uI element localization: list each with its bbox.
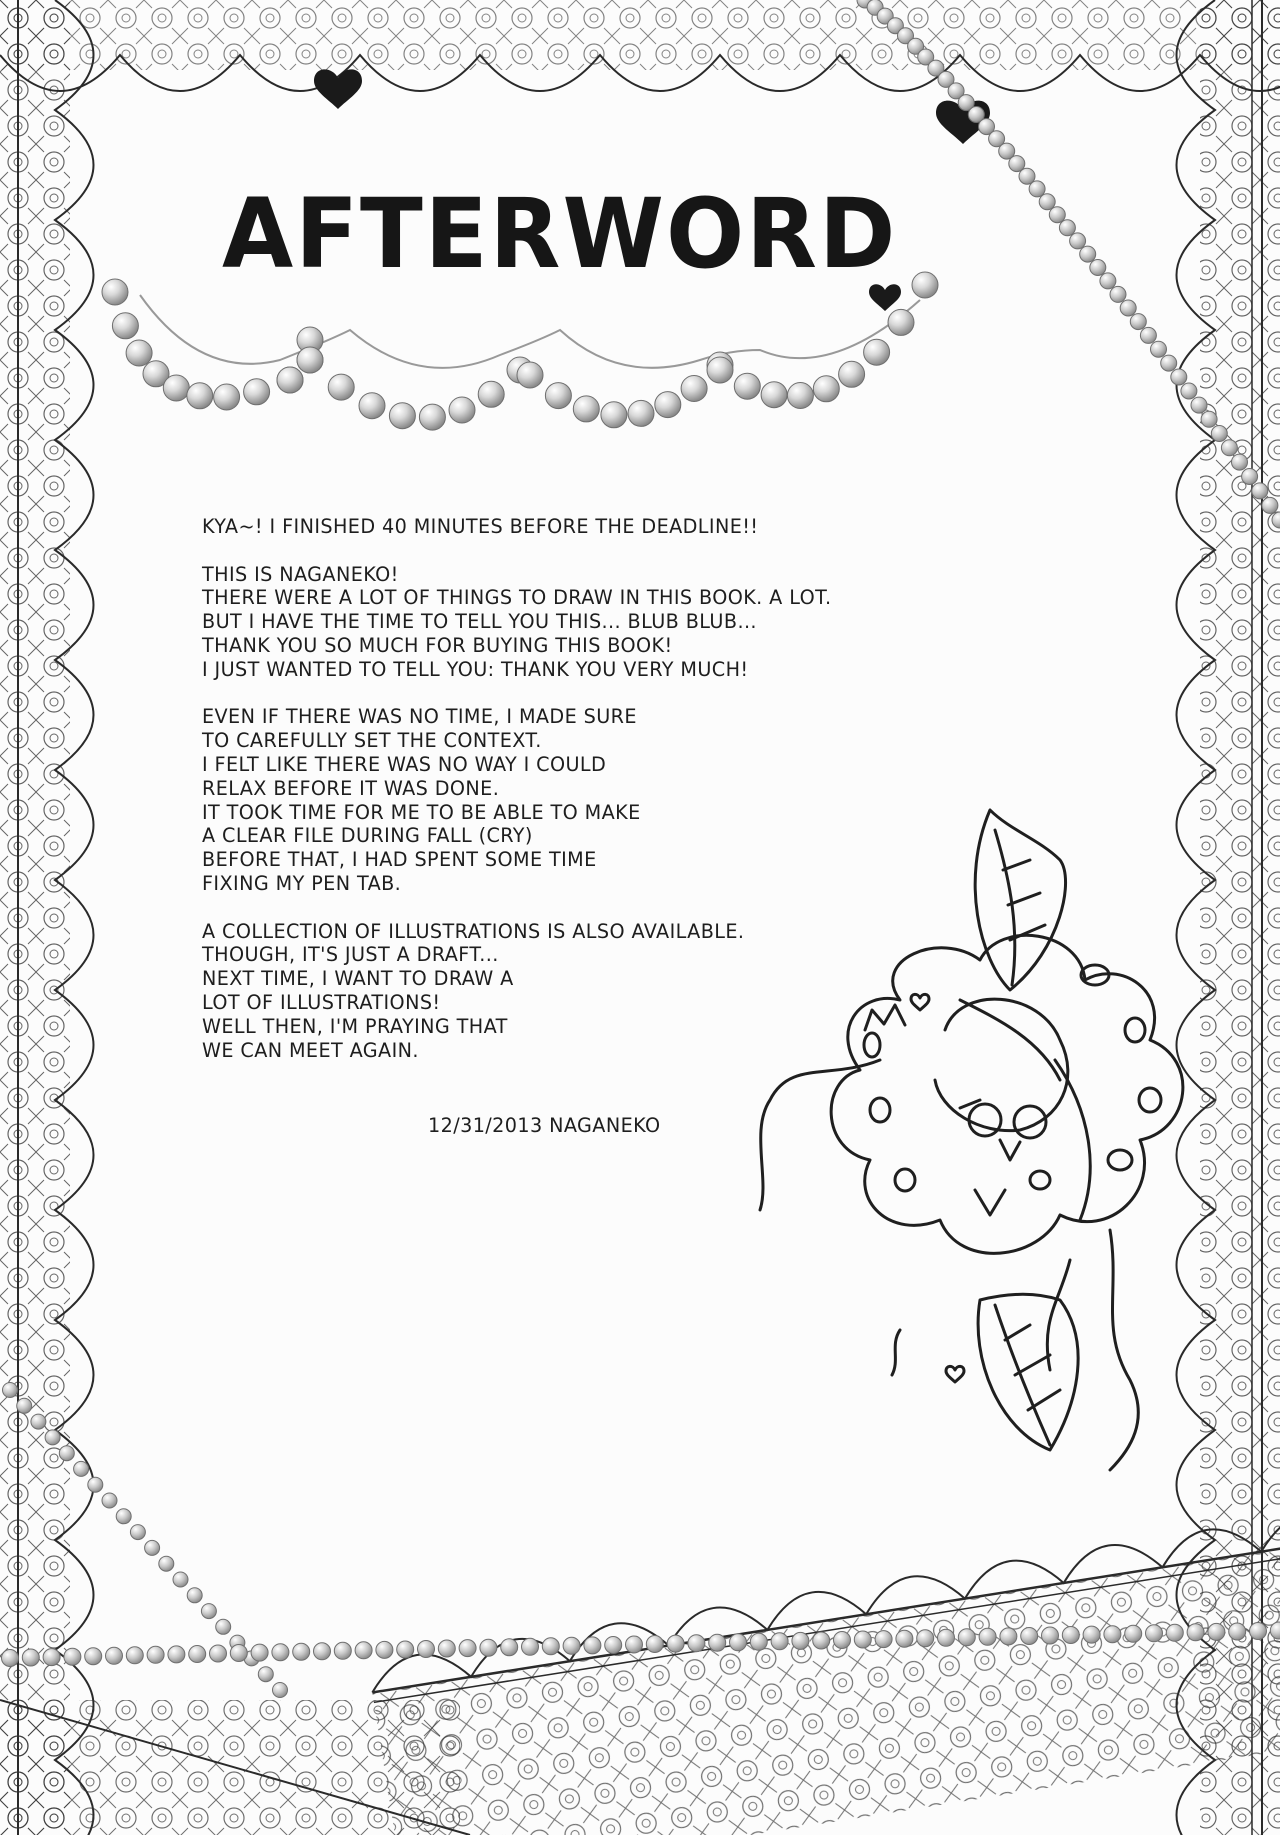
pearl [1110, 286, 1126, 302]
pearl [646, 1636, 663, 1653]
pearl [734, 373, 760, 399]
pearl [912, 272, 938, 298]
pearl [116, 1509, 131, 1524]
pearl [1070, 233, 1086, 249]
pearl [730, 1634, 747, 1651]
pearl [173, 1572, 188, 1587]
pearl [1104, 1626, 1121, 1643]
pearl [771, 1633, 788, 1650]
pearl [418, 1641, 435, 1658]
pearl [1252, 483, 1268, 499]
pearl [480, 1639, 497, 1656]
pearl [1083, 1626, 1100, 1643]
pearl [864, 339, 890, 365]
pearl [1090, 260, 1106, 276]
pearl [355, 1642, 372, 1659]
pearl [1029, 181, 1045, 197]
text-line: WELL THEN, I'M PRAYING THAT [202, 1014, 508, 1038]
paragraph [202, 515, 922, 539]
pearl [210, 1645, 227, 1662]
pearl [875, 1631, 892, 1648]
pearl [244, 379, 270, 405]
pearl [522, 1638, 539, 1655]
pearl [1181, 383, 1197, 399]
afterword-body [202, 515, 922, 1086]
pearl [251, 1644, 268, 1661]
pearl [1059, 220, 1075, 236]
thin-chain [140, 295, 920, 368]
pearl [750, 1633, 767, 1650]
pearl [1221, 440, 1237, 456]
text-line: BUT I HAVE THE TIME TO TELL YOU THIS... BLUB BLUB... [202, 610, 757, 634]
text-line: RELAX BEFORE IT WAS DONE. [202, 776, 500, 800]
pearl [1120, 300, 1136, 316]
pearl [438, 1640, 455, 1657]
pearl [1191, 397, 1207, 413]
pearl [1039, 194, 1055, 210]
pearl [792, 1632, 809, 1649]
pearl [45, 1430, 60, 1445]
pearl [813, 376, 839, 402]
pearl [273, 1683, 288, 1698]
text-line: FIXING MY PEN TAB. [202, 871, 402, 895]
pearl [787, 383, 813, 409]
pearl [1201, 411, 1217, 427]
pearl [1242, 469, 1258, 485]
pearl [112, 313, 138, 339]
pearl [59, 1446, 74, 1461]
pearl [130, 1525, 145, 1540]
pearl [601, 402, 627, 428]
pearl [834, 1632, 851, 1649]
pearl [126, 340, 152, 366]
pearl [707, 357, 733, 383]
pearl [459, 1640, 476, 1657]
pearl [888, 309, 914, 335]
pearl [419, 404, 445, 430]
text-line: I FELT LIKE THERE WAS NO WAY I COULD [202, 752, 607, 776]
pearl [102, 1493, 117, 1508]
pearl [517, 362, 543, 388]
signature-date: 12/31/2013 NAGANEKO [428, 1114, 661, 1137]
pearl [159, 1556, 174, 1571]
pearl [545, 383, 571, 409]
pearl [297, 347, 323, 373]
pearl [896, 1630, 913, 1647]
pearl [201, 1604, 216, 1619]
pearl [43, 1649, 60, 1666]
pearl [328, 374, 354, 400]
pearl [1140, 327, 1156, 343]
pearl [542, 1638, 559, 1655]
pearl [605, 1637, 622, 1654]
text-line: TO CAREFULLY SET THE CONTEXT. [202, 729, 542, 753]
pearl [938, 1629, 955, 1646]
pearl [563, 1637, 580, 1654]
text-line: THERE WERE A LOT OF THINGS TO DRAW IN THIS BOOK. A LOT. [202, 586, 832, 610]
pearl [1042, 1627, 1059, 1644]
pearl [258, 1667, 273, 1682]
pearl [667, 1635, 684, 1652]
text-line: EVEN IF THERE WAS NO TIME, I MADE SURE [202, 705, 637, 729]
heart-icon [314, 69, 362, 109]
pearl [334, 1642, 351, 1659]
pearl [501, 1639, 518, 1656]
pearl [272, 1644, 289, 1661]
paragraph [202, 563, 922, 682]
pearl [189, 1646, 206, 1663]
pearl [1211, 426, 1227, 442]
pearl [1049, 207, 1065, 223]
pearl [64, 1648, 81, 1665]
text-line: THANK YOU SO MUCH FOR BUYING THIS BOOK! [202, 633, 673, 657]
pearl [31, 1414, 46, 1429]
pearl [85, 1648, 102, 1665]
text-line: THIS IS NAGANEKO! [202, 562, 399, 586]
pearl [1062, 1627, 1079, 1644]
pearl [214, 384, 240, 410]
pearl [1250, 1623, 1267, 1640]
pearl [293, 1643, 310, 1660]
pearl [1080, 246, 1096, 262]
text-line: THOUGH, IT'S JUST A DRAFT... [202, 943, 499, 967]
paragraph [202, 705, 922, 895]
lace-border-bottom-left [0, 1700, 470, 1835]
pearl [126, 1647, 143, 1664]
pearl [187, 1588, 202, 1603]
pearl [1171, 369, 1187, 385]
pearl [145, 1540, 160, 1555]
pearl [917, 1630, 934, 1647]
text-line: A COLLECTION OF ILLUSTRATIONS IS ALSO AVAILABLE. [202, 919, 745, 943]
pearl [216, 1619, 231, 1634]
pearl [230, 1645, 247, 1662]
pearl [584, 1637, 601, 1654]
pearl [1125, 1625, 1142, 1642]
text-line: WE CAN MEET AGAIN. [202, 1038, 419, 1062]
pearl [277, 367, 303, 393]
pearl [1232, 454, 1248, 470]
pearl [376, 1641, 393, 1658]
pearl [688, 1635, 705, 1652]
lace-border-bottom [368, 1491, 1280, 1835]
pearl [478, 381, 504, 407]
pearl [88, 1477, 103, 1492]
text-line: KYA~! I FINISHED 40 MINUTES BEFORE THE DEADLINE!! [202, 515, 759, 538]
pearl [1208, 1623, 1225, 1640]
pearl [187, 383, 213, 409]
pearl [1262, 497, 1278, 513]
paragraph [202, 920, 922, 1063]
pearl [979, 1628, 996, 1645]
pearl [1151, 341, 1167, 357]
text-line: BEFORE THAT, I HAD SPENT SOME TIME [202, 848, 597, 872]
pearl [1146, 1625, 1163, 1642]
pearl [628, 400, 654, 426]
text-line: A CLEAR FILE DURING FALL (CRY) [202, 824, 533, 848]
pearl [958, 1629, 975, 1646]
pearl [626, 1636, 643, 1653]
pearl [709, 1634, 726, 1651]
pearl [1161, 355, 1177, 371]
text-line: IT TOOK TIME FOR ME TO BE ABLE TO MAKE [202, 800, 641, 824]
pearl [2, 1650, 19, 1667]
pearl [761, 382, 787, 408]
pearl [655, 392, 681, 418]
pearl [681, 376, 707, 402]
pearl [854, 1631, 871, 1648]
pearl [74, 1461, 89, 1476]
pearl [813, 1632, 830, 1649]
lace-border-top [0, 0, 1280, 91]
pearl [3, 1383, 18, 1398]
pearl [106, 1647, 123, 1664]
pearl [1000, 1628, 1017, 1645]
pearl [17, 1398, 32, 1413]
page-title: AFTERWORD [222, 178, 898, 291]
pearl [449, 397, 475, 423]
pearl [573, 396, 599, 422]
pearl [163, 375, 189, 401]
pearl [102, 279, 128, 305]
lace-border-left [0, 0, 94, 1835]
pearl [389, 403, 415, 429]
text-line: LOT OF ILLUSTRATIONS! [202, 990, 441, 1014]
pearl [1187, 1624, 1204, 1641]
pearl [147, 1646, 164, 1663]
text-line: I JUST WANTED TO TELL YOU: THANK YOU VERY MUCH! [202, 657, 749, 681]
pearl [1021, 1628, 1038, 1645]
pearl [1100, 273, 1116, 289]
pearl [314, 1643, 331, 1660]
pearl [1130, 314, 1146, 330]
pearl [1229, 1623, 1246, 1640]
pearl [359, 393, 385, 419]
pearl [1166, 1624, 1183, 1641]
text-line: NEXT TIME, I WANT TO DRAW A [202, 967, 514, 991]
pearl [397, 1641, 414, 1658]
pearl [168, 1646, 185, 1663]
pearl [22, 1649, 39, 1666]
pearl [839, 361, 865, 387]
